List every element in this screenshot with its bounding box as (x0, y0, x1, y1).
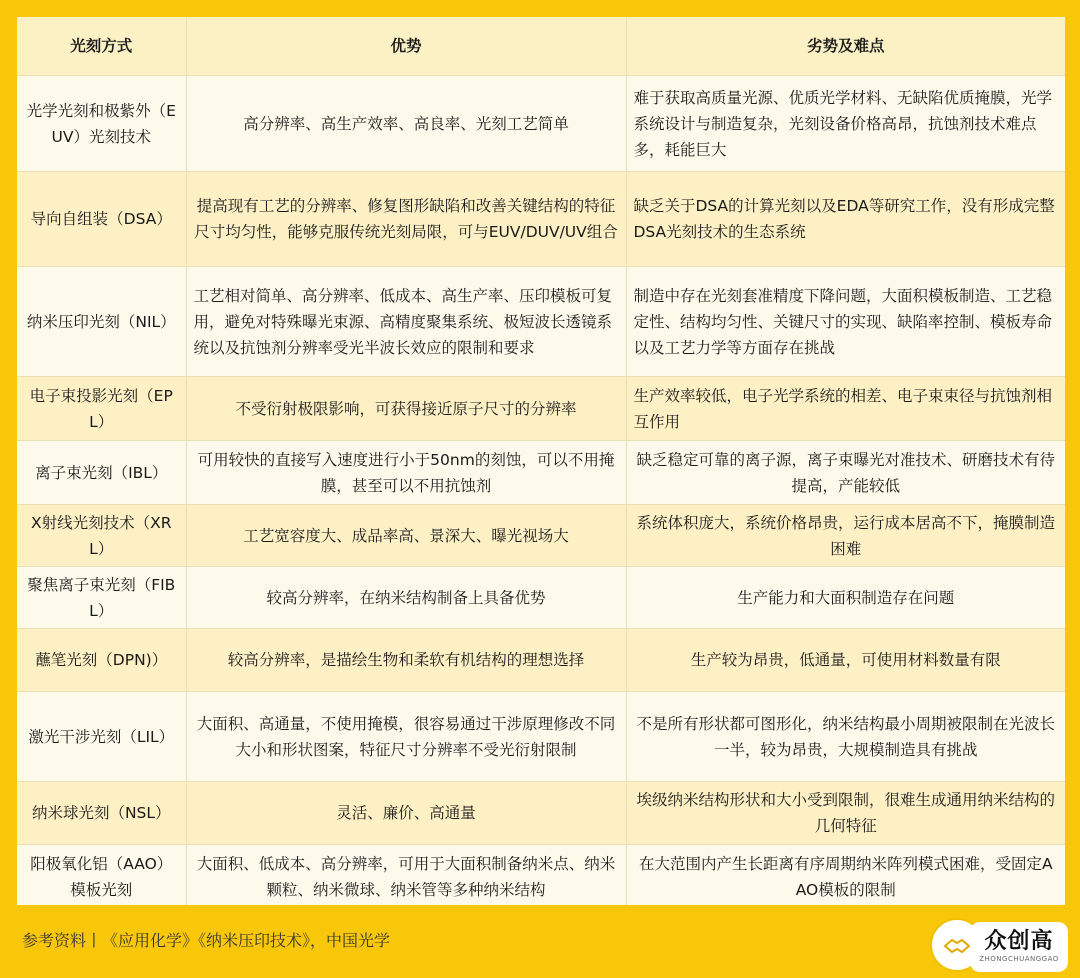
logo-name: 众创高 (984, 929, 1054, 954)
header-disadvantages: 劣势及难点 (626, 17, 1065, 76)
cell-method: 导向自组装（DSA） (17, 172, 186, 267)
cell-method: 电子束投影光刻（EPL） (17, 377, 186, 441)
table-row (17, 505, 1065, 567)
cell-disadvantages: 不是所有形状都可图形化，纳米结构最小周期被限制在光波长一半，较为昂贵，大规模制造具有挑战 (626, 692, 1065, 782)
table-row (17, 629, 1065, 692)
cell-advantages: 较高分辨率，在纳米结构制备上具备优势 (186, 567, 626, 629)
cell-disadvantages: 缺乏关于DSA的计算光刻以及EDA等研究工作，没有形成完整DSA光刻技术的生态系统 (626, 172, 1065, 267)
reference-footer: 参考资料丨《应用化学》《纳米压印技术》，中国光学 (22, 931, 391, 950)
lithography-comparison-table (17, 17, 1065, 905)
table-header-row (17, 17, 1065, 76)
cell-method: 纳米球光刻（NSL） (17, 782, 186, 845)
table-row (17, 441, 1065, 505)
cell-method: 蘸笔光刻（DPN)） (17, 629, 186, 692)
table-row (17, 377, 1065, 441)
table-row (17, 782, 1065, 845)
cell-disadvantages: 难于获取高质量光源、优质光学材料、无缺陷优质掩膜，光学系统设计与制造复杂，光刻设备价格高昂，抗蚀剂技术难点多，耗能巨大 (626, 76, 1065, 172)
cell-disadvantages: 生产能力和大面积制造存在问题 (626, 567, 1065, 629)
cell-method: 光学光刻和极紫外（EUV）光刻技术 (17, 76, 186, 172)
cell-method: 纳米压印光刻（NIL） (17, 267, 186, 377)
cell-method: X射线光刻技术（XRL） (17, 505, 186, 567)
cell-disadvantages: 系统体积庞大，系统价格昂贵，运行成本居高不下，掩膜制造困难 (626, 505, 1065, 567)
cell-disadvantages: 在大范围内产生长距离有序周期纳米阵列模式困难，受固定AAO模板的限制 (626, 845, 1065, 906)
table-row (17, 845, 1065, 906)
cell-method: 激光干涉光刻（LIL） (17, 692, 186, 782)
cell-disadvantages: 缺乏稳定可靠的离子源，离子束曝光对准技术、研磨技术有待提高，产能较低 (626, 441, 1065, 505)
cell-disadvantages: 埃级纳米结构形状和大小受到限制，很难生成通用纳米结构的几何特征 (626, 782, 1065, 845)
cell-advantages: 不受衍射极限影响，可获得接近原子尺寸的分辨率 (186, 377, 626, 441)
header-method: 光刻方式 (17, 17, 186, 76)
cell-disadvantages: 生产较为昂贵，低通量，可使用材料数量有限 (626, 629, 1065, 692)
table-row (17, 692, 1065, 782)
comparison-table-card (17, 17, 1065, 905)
cell-advantages: 提高现有工艺的分辨率、修复图形缺陷和改善关键结构的特征尺寸均匀性，能够克服传统光刻局限，可与EUV/DUV/UV组合 (186, 172, 626, 267)
cell-advantages: 高分辨率、高生产效率、高良率、光刻工艺简单 (186, 76, 626, 172)
table-row (17, 76, 1065, 172)
cell-method: 聚焦离子束光刻（FIBL） (17, 567, 186, 629)
cell-method: 离子束光刻（IBL） (17, 441, 186, 505)
cell-advantages: 灵活、廉价、高通量 (186, 782, 626, 845)
logo-wordmark (970, 922, 1068, 972)
cell-disadvantages: 生产效率较低，电子光学系统的相差、电子束束径与抗蚀剂相互作用 (626, 377, 1065, 441)
cell-advantages: 工艺宽容度大、成品率高、景深大、曝光视场大 (186, 505, 626, 567)
table-row (17, 567, 1065, 629)
cell-disadvantages: 制造中存在光刻套准精度下降问题，大面积模板制造、工艺稳定性、结构均匀性、关键尺寸的实现、缺陷率控制、模板寿命以及工艺力学等方面存在挑战 (626, 267, 1065, 377)
cell-advantages: 大面积、高通量，不使用掩模，很容易通过干涉原理修改不同大小和形状图案，特征尺寸分辨率不受光衍射限制 (186, 692, 626, 782)
cell-advantages: 大面积、低成本、高分辨率，可用于大面积制备纳米点、纳米颗粒、纳米微球、纳米管等多种纳米结构 (186, 845, 626, 906)
cell-advantages: 可用较快的直接写入速度进行小于50nm的刻蚀，可以不用掩膜，甚至可以不用抗蚀剂 (186, 441, 626, 505)
header-advantages: 优势 (186, 17, 626, 76)
logo-subtitle: ZHONGCHUANGGAO (979, 955, 1059, 963)
table-row (17, 172, 1065, 267)
cell-method: 阳极氧化铝（AAO）模板光刻 (17, 845, 186, 906)
table-row (17, 267, 1065, 377)
cell-advantages: 较高分辨率，是描绘生物和柔软有机结构的理想选择 (186, 629, 626, 692)
brand-logo (930, 918, 1070, 974)
cell-advantages: 工艺相对简单、高分辨率、低成本、高生产率、压印模板可复用，避免对特殊曝光束源、高精度聚集系统、极短波长透镜系统以及抗蚀剂分辨率受光半波长效应的限制和要求 (186, 267, 626, 377)
